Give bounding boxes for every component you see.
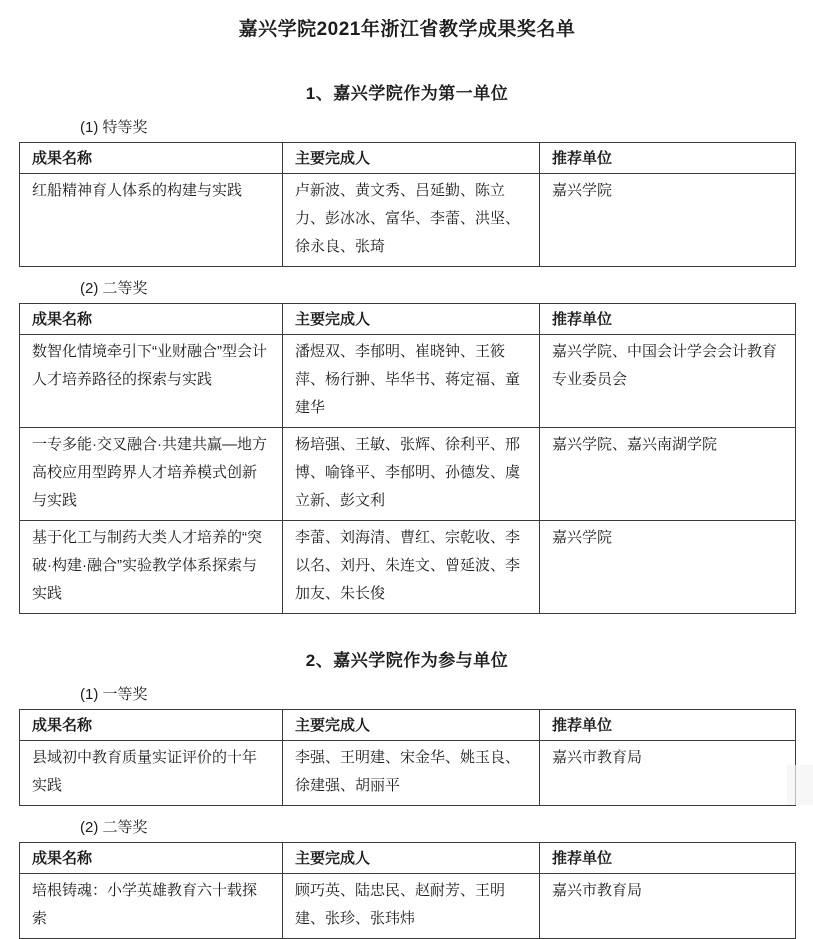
award-grade-label: (1) 特等奖 — [80, 119, 148, 136]
recommender-cell: 嘉兴学院 — [540, 174, 796, 267]
column-header-result-name: 成果名称 — [20, 710, 283, 741]
table-header-row — [20, 843, 796, 874]
column-header-completers: 主要完成人 — [283, 710, 540, 741]
recommender-cell: 嘉兴学院、中国会计学会会计教育专业委员会 — [540, 335, 796, 428]
section-heading: 2、嘉兴学院作为参与单位 — [305, 651, 509, 670]
award-table-second-prize-first-unit — [19, 303, 796, 614]
table-header-row — [20, 710, 796, 741]
award-table-second-prize-participating — [19, 842, 796, 939]
section-participating-unit — [19, 646, 795, 939]
table-row — [20, 174, 796, 267]
award-grade-label: (1) 一等奖 — [80, 686, 148, 703]
award-table-special-prize — [19, 142, 796, 267]
group-first-prize — [19, 683, 795, 806]
completers-cell: 杨培强、王敏、张辉、徐利平、邢博、喻锋平、李郁明、孙德发、虞立新、彭文利 — [283, 428, 540, 521]
result-name-cell: 一专多能·交叉融合·共建共赢—地方高校应用型跨界人才培养模式创新与实践 — [20, 428, 283, 521]
recommender-cell: 嘉兴市教育局 — [540, 741, 796, 806]
column-header-result-name: 成果名称 — [20, 304, 283, 335]
column-header-recommender: 推荐单位 — [540, 843, 796, 874]
table-row — [20, 428, 796, 521]
completers-cell: 顾巧英、陆忠民、赵耐芳、王明建、张珍、张玮炜 — [283, 874, 540, 939]
column-header-completers: 主要完成人 — [283, 143, 540, 174]
column-header-result-name: 成果名称 — [20, 143, 283, 174]
result-name-cell: 培根铸魂：小学英雄教育六十载探索 — [20, 874, 283, 939]
completers-cell: 卢新波、黄文秀、吕延勤、陈立力、彭冰冰、富华、李蕾、洪坚、徐永良、张琦 — [283, 174, 540, 267]
completers-cell: 李强、王明建、宋金华、姚玉良、徐建强、胡丽平 — [283, 741, 540, 806]
group-second-prize-participating — [19, 816, 795, 939]
group-special-prize — [19, 116, 795, 267]
completers-cell: 潘煜双、李郁明、崔晓钟、王筱萍、杨行翀、毕华书、蒋定福、童建华 — [283, 335, 540, 428]
recommender-cell: 嘉兴市教育局 — [540, 874, 796, 939]
result-name-cell: 基于化工与制药大类人才培养的“突破·构建·融合”实验教学体系探索与实践 — [20, 521, 283, 614]
table-row — [20, 335, 796, 428]
table-row — [20, 741, 796, 806]
completers-cell: 李蕾、刘海清、曹红、宗乾收、李以名、刘丹、朱连文、曾延波、李加友、朱长俊 — [283, 521, 540, 614]
result-name-cell: 县域初中教育质量实证评价的十年实践 — [20, 741, 283, 806]
award-grade-label: (2) 二等奖 — [80, 280, 148, 297]
column-header-completers: 主要完成人 — [283, 304, 540, 335]
result-name-cell: 红船精神育人体系的构建与实践 — [20, 174, 283, 267]
table-header-row — [20, 143, 796, 174]
section-heading: 1、嘉兴学院作为第一单位 — [305, 84, 509, 103]
table-row — [20, 874, 796, 939]
column-header-recommender: 推荐单位 — [540, 143, 796, 174]
recommender-cell: 嘉兴学院、嘉兴南湖学院 — [540, 428, 796, 521]
page-title: 嘉兴学院2021年浙江省教学成果奖名单 — [238, 19, 576, 40]
table-header-row — [20, 304, 796, 335]
award-table-first-prize — [19, 709, 796, 806]
recommender-cell: 嘉兴学院 — [540, 521, 796, 614]
column-header-result-name: 成果名称 — [20, 843, 283, 874]
award-grade-label: (2) 二等奖 — [80, 819, 148, 836]
column-header-recommender: 推荐单位 — [540, 710, 796, 741]
column-header-completers: 主要完成人 — [283, 843, 540, 874]
scan-artifact — [787, 765, 813, 805]
column-header-recommender: 推荐单位 — [540, 304, 796, 335]
result-name-cell: 数智化情境牵引下“业财融合”型会计人才培养路径的探索与实践 — [20, 335, 283, 428]
group-second-prize-first-unit — [19, 277, 795, 614]
table-row — [20, 521, 796, 614]
section-first-unit — [19, 79, 795, 614]
